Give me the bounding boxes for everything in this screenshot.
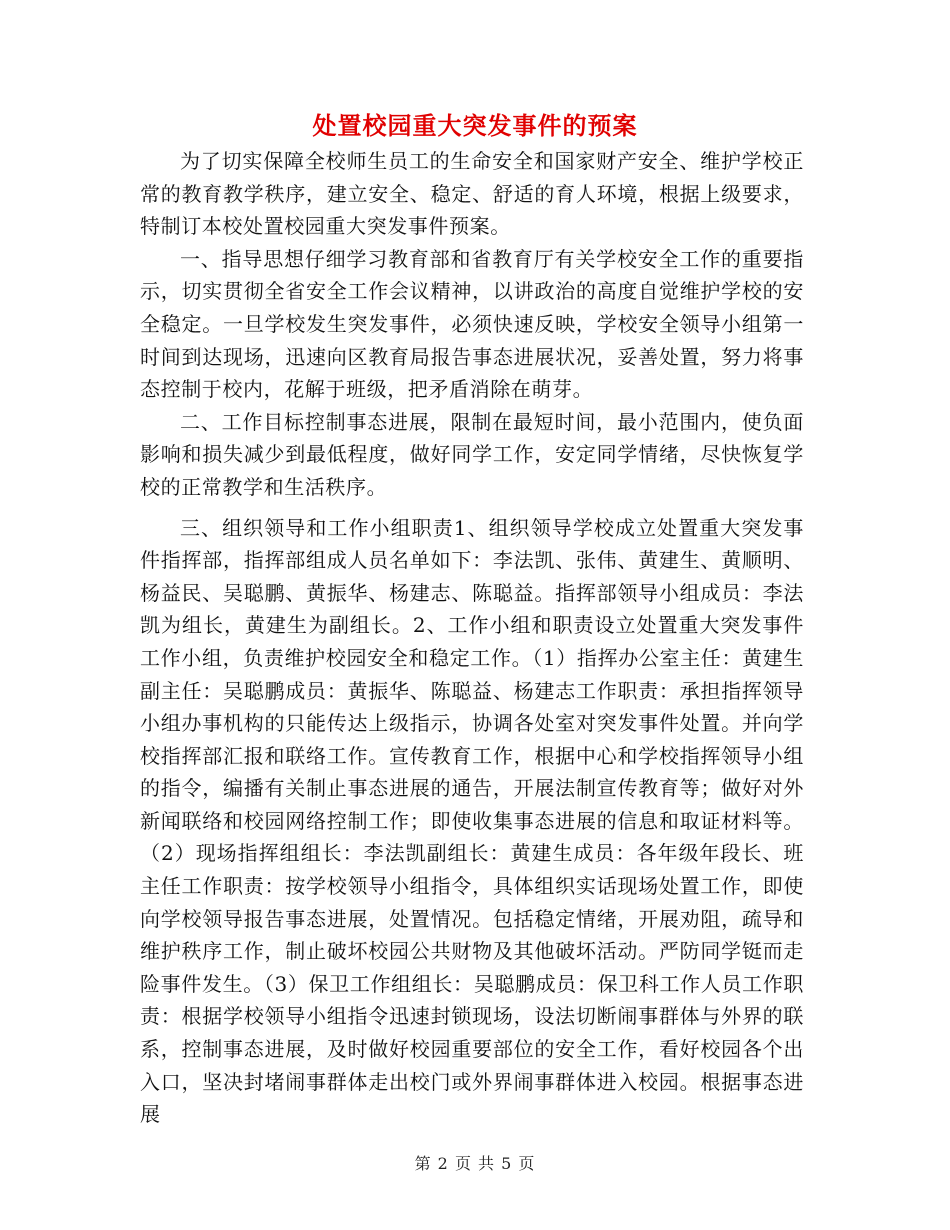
paragraph-work-goals: 二、工作目标控制事态进展，限制在最短时间，最小范围内，使负面影响和损失减少到最低程度，做好同学工作，安定同学情绪，尽快恢复学校的正常教学和生活秩序。	[140, 409, 804, 499]
document-body	[140, 145, 804, 1131]
paragraph-intro: 为了切实保障全校师生员工的生命安全和国家财产安全、维护学校正常的教育教学秩序，建立安全、稳定、舒适的育人环境，根据上级要求，特制订本校处置校园重大突发事件预案。	[140, 149, 804, 239]
paragraph-organization: 三、组织领导和工作小组职责1、组织领导学校成立处置重大突发事件指挥部，指挥部组成人员名单如下：李法凯、张伟、黄建生、黄顺明、杨益民、吴聪鹏、黄振华、杨建志、陈聪益。指挥部领导小组成员：李法凯为组长，黄建生为副组长。2、工作小组和职责设立处置重大突发事件工作小组，负责维护校园安全和稳定工作。（1）指挥办公室主任：黄建生副主任：吴聪鹏成员：黄振华、陈聪益、杨建志工作职责：承担指挥领导小组办事机构的只能传达上级指示，协调各处室对突发事件处置。并向学校指挥部汇报和联络工作。宣传教育工作，根据中心和学校指挥领导小组的指令，编播有关制止事态进展的通告，开展法制宣传教育等；做好对外新闻联络和校园网络控制工作；即使收集事态进展的信息和取证材料等。（2）现场指挥组组长：李法凯副组长：黄建生成员：各年级年段长、班主任工作职责：按学校领导小组指令，具体组织实话现场处置工作，即使向学校领导报告事态进展，处置情况。包括稳定情绪，开展劝阻，疏导和维护秩序工作，制止破坏校园公共财物及其他破坏活动。严防同学铤而走险事件发生。（3）保卫工作组组长：吴聪鹏成员：保卫科工作人员工作职责：根据学校领导小组指令迅速封锁现场，设法切断闹事群体与外界的联系，控制事态进展，及时做好校园重要部位的安全工作，看好校园各个出入口，坚决封堵闹事群体走出校门或外界闹事群体进入校园。根据事态进展	[140, 515, 804, 1127]
document-title: 处置校园重大突发事件的预案	[312, 111, 638, 140]
page-number: 第 2 页 共 5 页	[414, 1154, 536, 1173]
paragraph-guiding-ideology: 一、指导思想仔细学习教育部和省教育厅有关学校安全工作的重要指示，切实贯彻全省安全工作会议精神，以讲政治的高度自觉维护学校的安全稳定。一旦学校发生突发事件，必须快速反映，学校安全领导小组第一时间到达现场，迅速向区教育局报告事态进展状况，妥善处置，努力将事态控制于校内，花解于班级，把矛盾消除在萌芽。	[140, 246, 804, 402]
